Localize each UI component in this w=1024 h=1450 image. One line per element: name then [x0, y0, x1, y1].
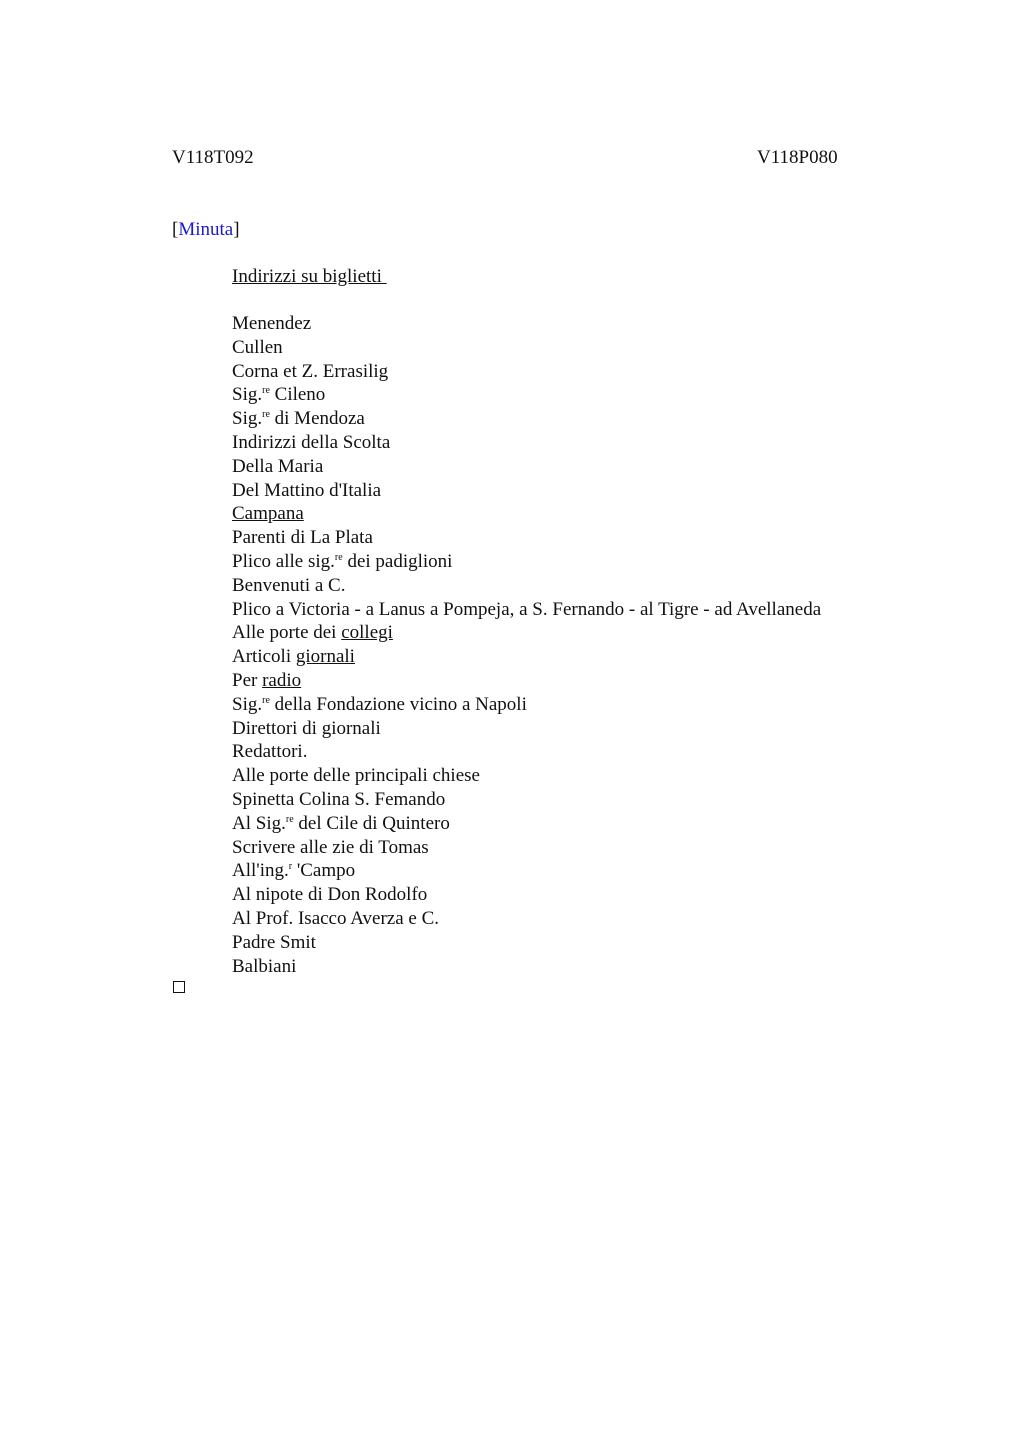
document-type	[172, 218, 240, 242]
list-item	[232, 788, 821, 812]
doc-type-open-bracket: [	[172, 219, 179, 240]
list-item-pre: Sig.	[232, 408, 263, 430]
list-item	[232, 907, 821, 931]
list-item-sup: re	[334, 551, 343, 563]
list-item-text: Padre Smit	[232, 931, 316, 953]
list-item-post: di Mendoza	[269, 408, 365, 430]
list-item-text: Direttori di giornali	[232, 717, 381, 739]
list-item	[232, 693, 821, 717]
list-item	[232, 740, 821, 764]
list-item-text: Al nipote di Don Rodolfo	[232, 884, 428, 906]
list-item	[232, 383, 821, 407]
list-item-pre: Alle porte dei	[232, 622, 342, 644]
list-item	[232, 360, 821, 384]
list-item-sup: re	[262, 409, 270, 421]
list-item-post: della Fondazione vicino a Napoli	[269, 693, 527, 715]
list-item-underlined: collegi	[341, 622, 393, 644]
doc-type-close-bracket: ]	[233, 219, 240, 240]
list-item-text: Indirizzi della Scolta	[232, 431, 391, 453]
list-item	[232, 526, 821, 550]
list-item-post: dei padiglioni	[342, 550, 453, 572]
list-item-sup: re	[285, 813, 294, 825]
archive-code-left: V118T092	[172, 147, 254, 168]
list-item	[232, 883, 821, 907]
list-item-post: Cileno	[269, 384, 326, 406]
list-item-text: Redattori.	[232, 741, 308, 763]
list-item	[232, 859, 821, 883]
doc-type-label: Minuta	[178, 219, 234, 240]
list-item-pre: Plico alle sig.	[232, 550, 335, 572]
list-item-underlined: giornali	[295, 646, 355, 668]
list-item	[232, 955, 821, 979]
list-item	[232, 336, 821, 360]
list-item-pre: Articoli	[232, 646, 296, 668]
list-item	[232, 717, 821, 741]
list-item-sup: re	[262, 694, 270, 706]
list-item	[232, 621, 821, 645]
list-item	[232, 669, 821, 693]
list-item-text: Cullen	[232, 336, 283, 358]
list-item-post: 'Campo	[292, 860, 356, 882]
list-item-text: Benvenuti a C.	[232, 574, 346, 596]
list-item-text: Alle porte delle principali chiese	[232, 765, 480, 787]
list-item	[232, 431, 821, 455]
list-item	[232, 479, 821, 503]
list-item-text: Scrivere alle zie di Tomas	[232, 836, 429, 858]
list-item-text: Menendez	[232, 313, 312, 334]
list-item	[232, 764, 821, 788]
list-item-underlined: radio	[262, 669, 302, 691]
list-item	[232, 312, 821, 336]
list-item	[232, 502, 821, 526]
list-item-text: Al Prof. Isacco Averza e C.	[232, 907, 439, 929]
list-item	[232, 931, 821, 955]
list-item-text: Della Maria	[232, 455, 324, 477]
list-item	[232, 574, 821, 598]
list-item-underlined: Campana	[232, 503, 304, 525]
archive-code-right: V118P080	[757, 147, 838, 168]
list-item-pre: Per	[232, 669, 263, 691]
address-list	[232, 312, 821, 978]
list-item-pre: Sig.	[232, 384, 263, 406]
list-item-sup: re	[262, 385, 270, 397]
list-item-text: Parenti di La Plata	[232, 527, 373, 549]
list-item-text: Corna et Z. Errasilig	[232, 360, 389, 382]
list-item	[232, 407, 821, 431]
list-item-sup: r	[288, 861, 293, 873]
section-title: Indirizzi su biglietti	[232, 266, 387, 287]
list-item	[232, 836, 821, 860]
list-item	[232, 645, 821, 669]
empty-square-icon	[173, 981, 185, 993]
list-item	[232, 812, 821, 836]
list-item-text: Spinetta Colina S. Femando	[232, 788, 446, 810]
list-item-pre: Al Sig.	[232, 812, 286, 834]
list-item-text: Balbiani	[232, 955, 297, 977]
list-item-pre: Sig.	[232, 693, 263, 715]
list-item-pre: All'ing.	[232, 860, 289, 882]
list-item	[232, 455, 821, 479]
list-item-post: del Cile di Quintero	[293, 812, 450, 834]
list-item-text: Del Mattino d'Italia	[232, 479, 382, 501]
list-item-text: Plico a Victoria - a Lanus a Pompeja, a S. Fernando - al Tigre - ad Avellaneda	[232, 598, 822, 620]
list-item	[232, 598, 821, 622]
list-item	[232, 550, 821, 574]
